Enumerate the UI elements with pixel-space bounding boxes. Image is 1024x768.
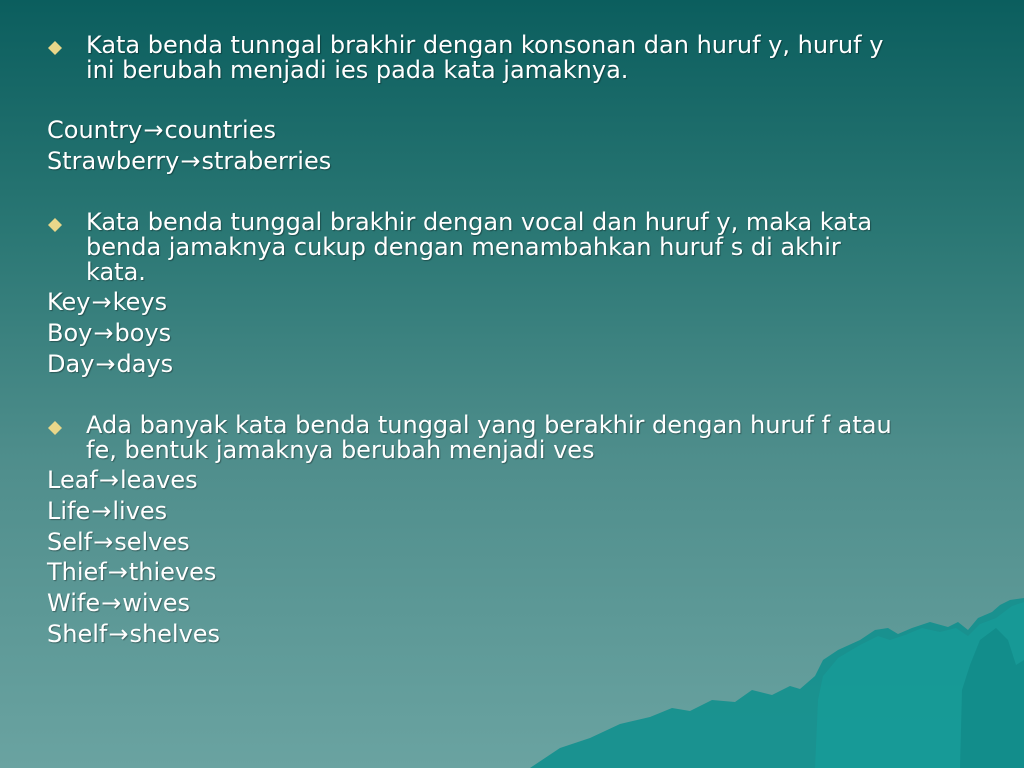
singular-word: Wife xyxy=(47,589,101,617)
example-wife xyxy=(47,591,190,616)
plural-word: countries xyxy=(164,116,276,144)
singular-word: Thief xyxy=(47,558,107,586)
example-life xyxy=(47,499,167,524)
example-day xyxy=(47,352,173,377)
bullet-line: ini berubah menjadi ies pada kata jamaknya. xyxy=(86,56,629,84)
example-strawberry xyxy=(47,149,331,174)
bullet-line: fe, bentuk jamaknya berubah menjadi ves xyxy=(86,436,595,464)
example-leaf xyxy=(47,468,198,493)
singular-word: Key xyxy=(47,288,91,316)
arrow-right-icon: → xyxy=(95,350,116,378)
singular-word: Strawberry xyxy=(47,147,180,175)
arrow-right-icon: → xyxy=(93,319,114,347)
bullet-paragraph-3 xyxy=(86,413,892,463)
diamond-bullet-icon xyxy=(47,40,63,56)
arrow-right-icon: → xyxy=(108,620,129,648)
example-shelf xyxy=(47,622,220,647)
example-thief xyxy=(47,560,216,585)
singular-word: Self xyxy=(47,528,93,556)
example-country xyxy=(47,118,276,143)
bullet-line: kata. xyxy=(86,258,146,286)
plural-word: wives xyxy=(122,589,190,617)
arrow-right-icon: → xyxy=(93,528,114,556)
bullet-paragraph-1 xyxy=(86,33,883,83)
diamond-bullet-icon xyxy=(47,420,63,436)
plural-word: straberries xyxy=(201,147,332,175)
plural-word: lives xyxy=(112,497,168,525)
arrow-right-icon: → xyxy=(91,288,112,316)
plural-word: days xyxy=(116,350,174,378)
example-self xyxy=(47,530,190,555)
arrow-right-icon: → xyxy=(101,589,122,617)
plural-word: thieves xyxy=(128,558,217,586)
arrow-right-icon: → xyxy=(107,558,128,586)
singular-word: Leaf xyxy=(47,466,98,494)
diamond-bullet-icon xyxy=(47,217,63,233)
singular-word: Boy xyxy=(47,319,93,347)
plural-word: keys xyxy=(112,288,168,316)
plural-word: boys xyxy=(114,319,172,347)
arrow-right-icon: → xyxy=(143,116,164,144)
singular-word: Day xyxy=(47,350,95,378)
bullet-line: Kata benda tunggal brakhir dengan vocal dan huruf y, maka kata xyxy=(86,208,873,236)
arrow-right-icon: → xyxy=(98,466,119,494)
singular-word: Country xyxy=(47,116,143,144)
bullet-line: Kata benda tunngal brakhir dengan konsonan dan huruf y, huruf y xyxy=(86,31,884,59)
bullet-line: benda jamaknya cukup dengan menambahkan huruf s di akhir xyxy=(86,233,841,261)
bullet-paragraph-2 xyxy=(86,210,872,285)
arrow-right-icon: → xyxy=(180,147,201,175)
example-boy xyxy=(47,321,171,346)
bullet-line: Ada banyak kata benda tunggal yang berakhir dengan huruf f atau xyxy=(86,411,892,439)
plural-word: selves xyxy=(114,528,190,556)
plural-word: leaves xyxy=(119,466,198,494)
example-key xyxy=(47,290,167,315)
plural-word: shelves xyxy=(129,620,221,648)
singular-word: Life xyxy=(47,497,91,525)
arrow-right-icon: → xyxy=(91,497,112,525)
singular-word: Shelf xyxy=(47,620,108,648)
